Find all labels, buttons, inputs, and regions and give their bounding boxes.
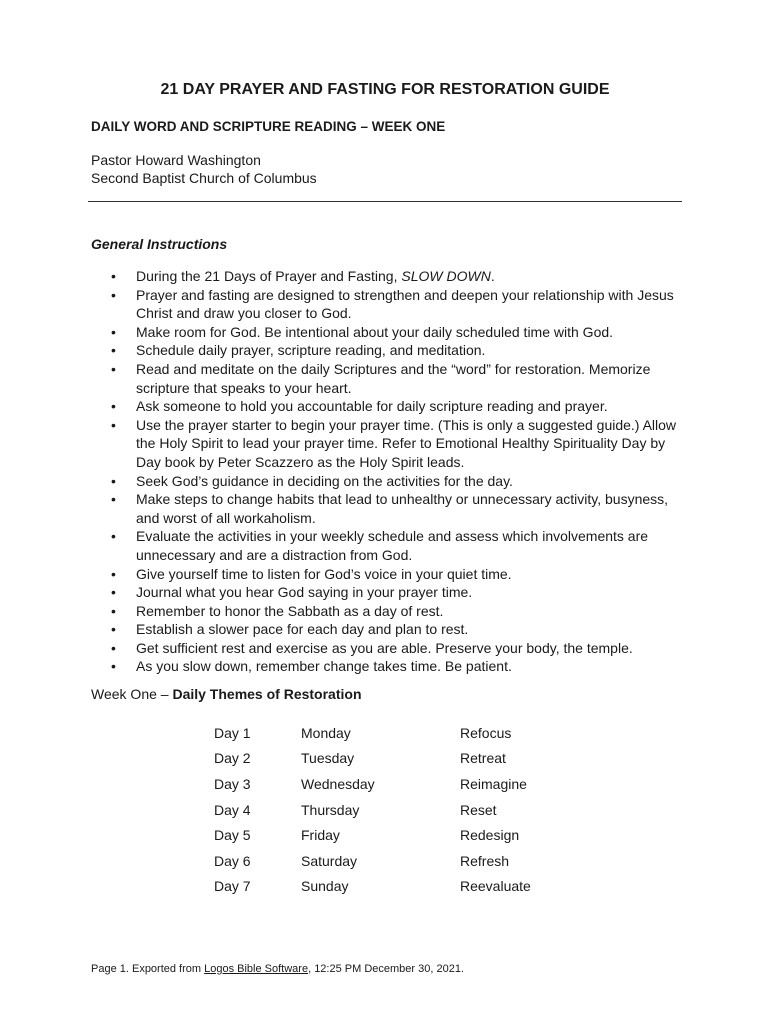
list-item: • Use the prayer starter to begin your prayer time. (This is only a suggested guide.) Allow the Holy Spirit to lead your prayer time. Refer to Emotional Healthy Spirituality Day by Day book by Peter Scazzero as the Holy Spirit leads. (111, 416, 677, 470)
table-row: Day 1 Monday Refocus (214, 724, 512, 741)
bullet: • (111, 584, 116, 601)
church-name: Second Baptist Church of Columbus (91, 170, 317, 186)
bullet: • (111, 602, 116, 619)
bullet: • (111, 528, 116, 545)
bullet: • (111, 416, 116, 433)
bullet: • (111, 342, 116, 359)
list-item: • Establish a slower pace for each day and plan to rest. (111, 621, 469, 638)
document-subtitle: DAILY WORD AND SCRIPTURE READING – WEEK ONE (91, 119, 446, 134)
list-item: • Remember to honor the Sabbath as a day of rest. (111, 602, 444, 619)
bullet: • (111, 658, 116, 675)
themes-table (214, 720, 580, 899)
list-item: • Make steps to change habits that lead to unhealthy or unnecessary activity, busyness, and worst of all workaholism. (111, 491, 669, 526)
table-row: Day 3 Wednesday Reimagine (214, 775, 527, 792)
bullet: • (111, 286, 116, 303)
bullet: • (111, 360, 116, 377)
list-item: • Make room for God. Be intentional about your daily scheduled time with God. (111, 323, 614, 340)
instructions-list (111, 267, 681, 676)
list-item: • Read and meditate on the daily Scriptures and the “word” for restoration. Memorize scripture that speaks to your heart. (111, 360, 651, 396)
list-item: • Journal what you hear God saying in your prayer time. (111, 584, 473, 601)
list-item: • Get sufficient rest and exercise as you are able. Preserve your body, the temple. (111, 639, 633, 656)
list-item: • Evaluate the activities in your weekly schedule and assess which involvements are unnecessary and are a distraction from God. (111, 528, 649, 563)
bullet: • (111, 491, 116, 508)
page-footer: Page 1. Exported from Logos Bible Software, 12:25 PM December 30, 2021. (91, 963, 465, 975)
bullet: • (111, 398, 116, 415)
document-title: 21 DAY PRAYER AND FASTING FOR RESTORATION GUIDE (160, 81, 610, 98)
bullet: • (111, 472, 116, 489)
author-name: Pastor Howard Washington (91, 152, 261, 168)
list-item: • Schedule daily prayer, scripture reading, and meditation. (111, 342, 486, 359)
list-item: • Prayer and fasting are designed to strengthen and deepen your relationship with Jesus Christ and draw you closer to God. (111, 286, 674, 322)
table-row: Day 6 Saturday Refresh (214, 852, 510, 869)
list-item: • Give yourself time to listen for God’s voice in your quiet time. (111, 565, 512, 582)
horizontal-rule (88, 201, 682, 202)
bullet: • (111, 565, 116, 582)
list-item: • Seek God’s guidance in deciding on the activities for the day. (111, 472, 513, 489)
table-row: Day 4 Thursday Reset (214, 801, 497, 818)
bullet: • (111, 323, 116, 340)
bullet: • (111, 621, 116, 638)
themes-heading: Week One – Daily Themes of Restoration (91, 686, 362, 702)
table-row: Day 2 Tuesday Retreat (214, 750, 506, 767)
bullet: • (111, 268, 116, 284)
list-item: • As you slow down, remember change takes time. Be patient. (111, 658, 512, 675)
list-item: • During the 21 Days of Prayer and Fasting, SLOW DOWN. (111, 268, 495, 284)
table-row: Day 7 Sunday Reevaluate (214, 878, 531, 895)
list-item: • Ask someone to hold you accountable for daily scripture reading and prayer. (111, 398, 608, 415)
table-row: Day 5 Friday Redesign (214, 827, 520, 844)
general-instructions-heading: General Instructions (91, 236, 228, 252)
logos-link[interactable]: Logos Bible Software (204, 963, 309, 975)
author-block (91, 151, 317, 187)
bullet: • (111, 639, 116, 656)
